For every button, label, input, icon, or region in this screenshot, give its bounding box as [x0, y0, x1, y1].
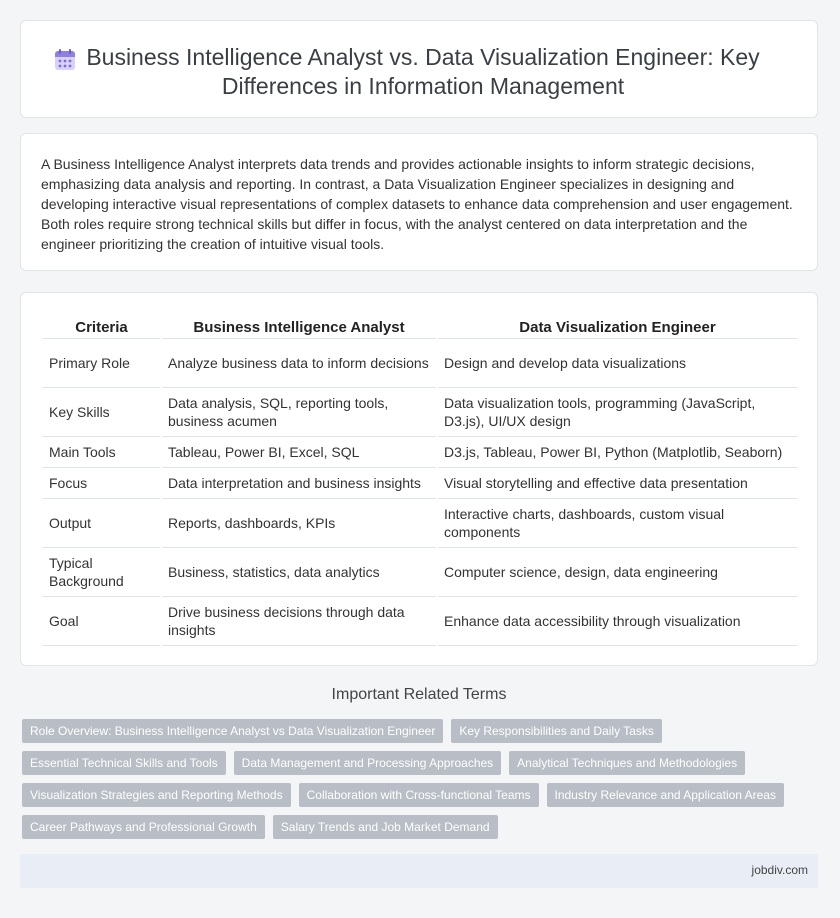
table-cell: Enhance data accessibility through visualization: [437, 597, 797, 646]
table-cell: Reports, dashboards, KPIs: [161, 499, 437, 548]
related-term-tag[interactable]: Data Management and Processing Approaches: [234, 751, 502, 775]
table-row: [43, 339, 797, 388]
related-term-tag[interactable]: Essential Technical Skills and Tools: [22, 751, 226, 775]
related-terms-list: [22, 719, 802, 847]
table-cell: Typical Background: [43, 548, 161, 597]
comparison-table: [43, 315, 797, 646]
related-term-tag[interactable]: Analytical Techniques and Methodologies: [509, 751, 745, 775]
table-cell: Output: [43, 499, 161, 548]
intro-card: [20, 133, 818, 271]
table-cell: Drive business decisions through data insights: [161, 597, 437, 646]
related-term-tag[interactable]: Role Overview: Business Intelligence Analyst vs Data Visualization Engineer: [22, 719, 443, 743]
table-cell: Business, statistics, data analytics: [161, 548, 437, 597]
related-term-tag[interactable]: Key Responsibilities and Daily Tasks: [451, 719, 662, 743]
header-card: [20, 20, 818, 118]
related-term-tag[interactable]: Industry Relevance and Application Areas: [547, 783, 784, 807]
comparison-table-card: [20, 292, 818, 666]
table-row: [43, 597, 797, 646]
footer-site-link[interactable]: jobdiv.com: [751, 863, 808, 877]
related-term-tag[interactable]: Visualization Strategies and Reporting Methods: [22, 783, 291, 807]
table-cell: Analyze business data to inform decisions: [161, 339, 437, 388]
table-cell: Data interpretation and business insights: [161, 468, 437, 499]
table-cell: Primary Role: [43, 339, 161, 388]
table-cell: Design and develop data visualizations: [437, 339, 797, 388]
related-term-tag[interactable]: Career Pathways and Professional Growth: [22, 815, 265, 839]
table-cell: D3.js, Tableau, Power BI, Python (Matplotlib, Seaborn): [437, 437, 797, 468]
table-cell: Tableau, Power BI, Excel, SQL: [161, 437, 437, 468]
column-header-criteria: Criteria: [43, 315, 161, 339]
related-terms-heading: Important Related Terms: [331, 686, 507, 703]
table-cell: Focus: [43, 468, 161, 499]
table-cell: Computer science, design, data engineering: [437, 548, 797, 597]
table-cell: Data analysis, SQL, reporting tools, business acumen: [161, 388, 437, 437]
table-row: [43, 548, 797, 597]
page-title: Business Intelligence Analyst vs. Data Visualization Engineer: Key Differences in Information Management: [86, 44, 760, 99]
table-row: [43, 437, 797, 468]
intro-paragraph: A Business Intelligence Analyst interprets data trends and provides actionable insights to inform strategic decisions, emphasizing data analysis and reporting. In contrast, a Data Visualization Engineer specializes in designing and developing interactive visual representations of complex datasets to enhance data comprehension and user engagement. Both roles require strong technical skills but differ in focus, with the analyst centered on data interpretation and the engineer prioritizing the creation of intuitive visual tools.: [41, 156, 793, 252]
table-cell: Data visualization tools, programming (JavaScript, D3.js), UI/UX design: [437, 388, 797, 437]
table-cell: Key Skills: [43, 388, 161, 437]
table-cell: Interactive charts, dashboards, custom visual components: [437, 499, 797, 548]
table-row: [43, 468, 797, 499]
footer-bar: [20, 854, 818, 888]
table-cell: Visual storytelling and effective data presentation: [437, 468, 797, 499]
table-cell: Main Tools: [43, 437, 161, 468]
table-row: [43, 499, 797, 548]
column-header-bi-analyst: Business Intelligence Analyst: [161, 315, 437, 339]
table-cell: Goal: [43, 597, 161, 646]
related-term-tag[interactable]: Collaboration with Cross-functional Teams: [299, 783, 539, 807]
related-term-tag[interactable]: Salary Trends and Job Market Demand: [273, 815, 498, 839]
table-header-row: [43, 315, 797, 339]
column-header-dv-engineer: Data Visualization Engineer: [437, 315, 797, 339]
table-row: [43, 388, 797, 437]
